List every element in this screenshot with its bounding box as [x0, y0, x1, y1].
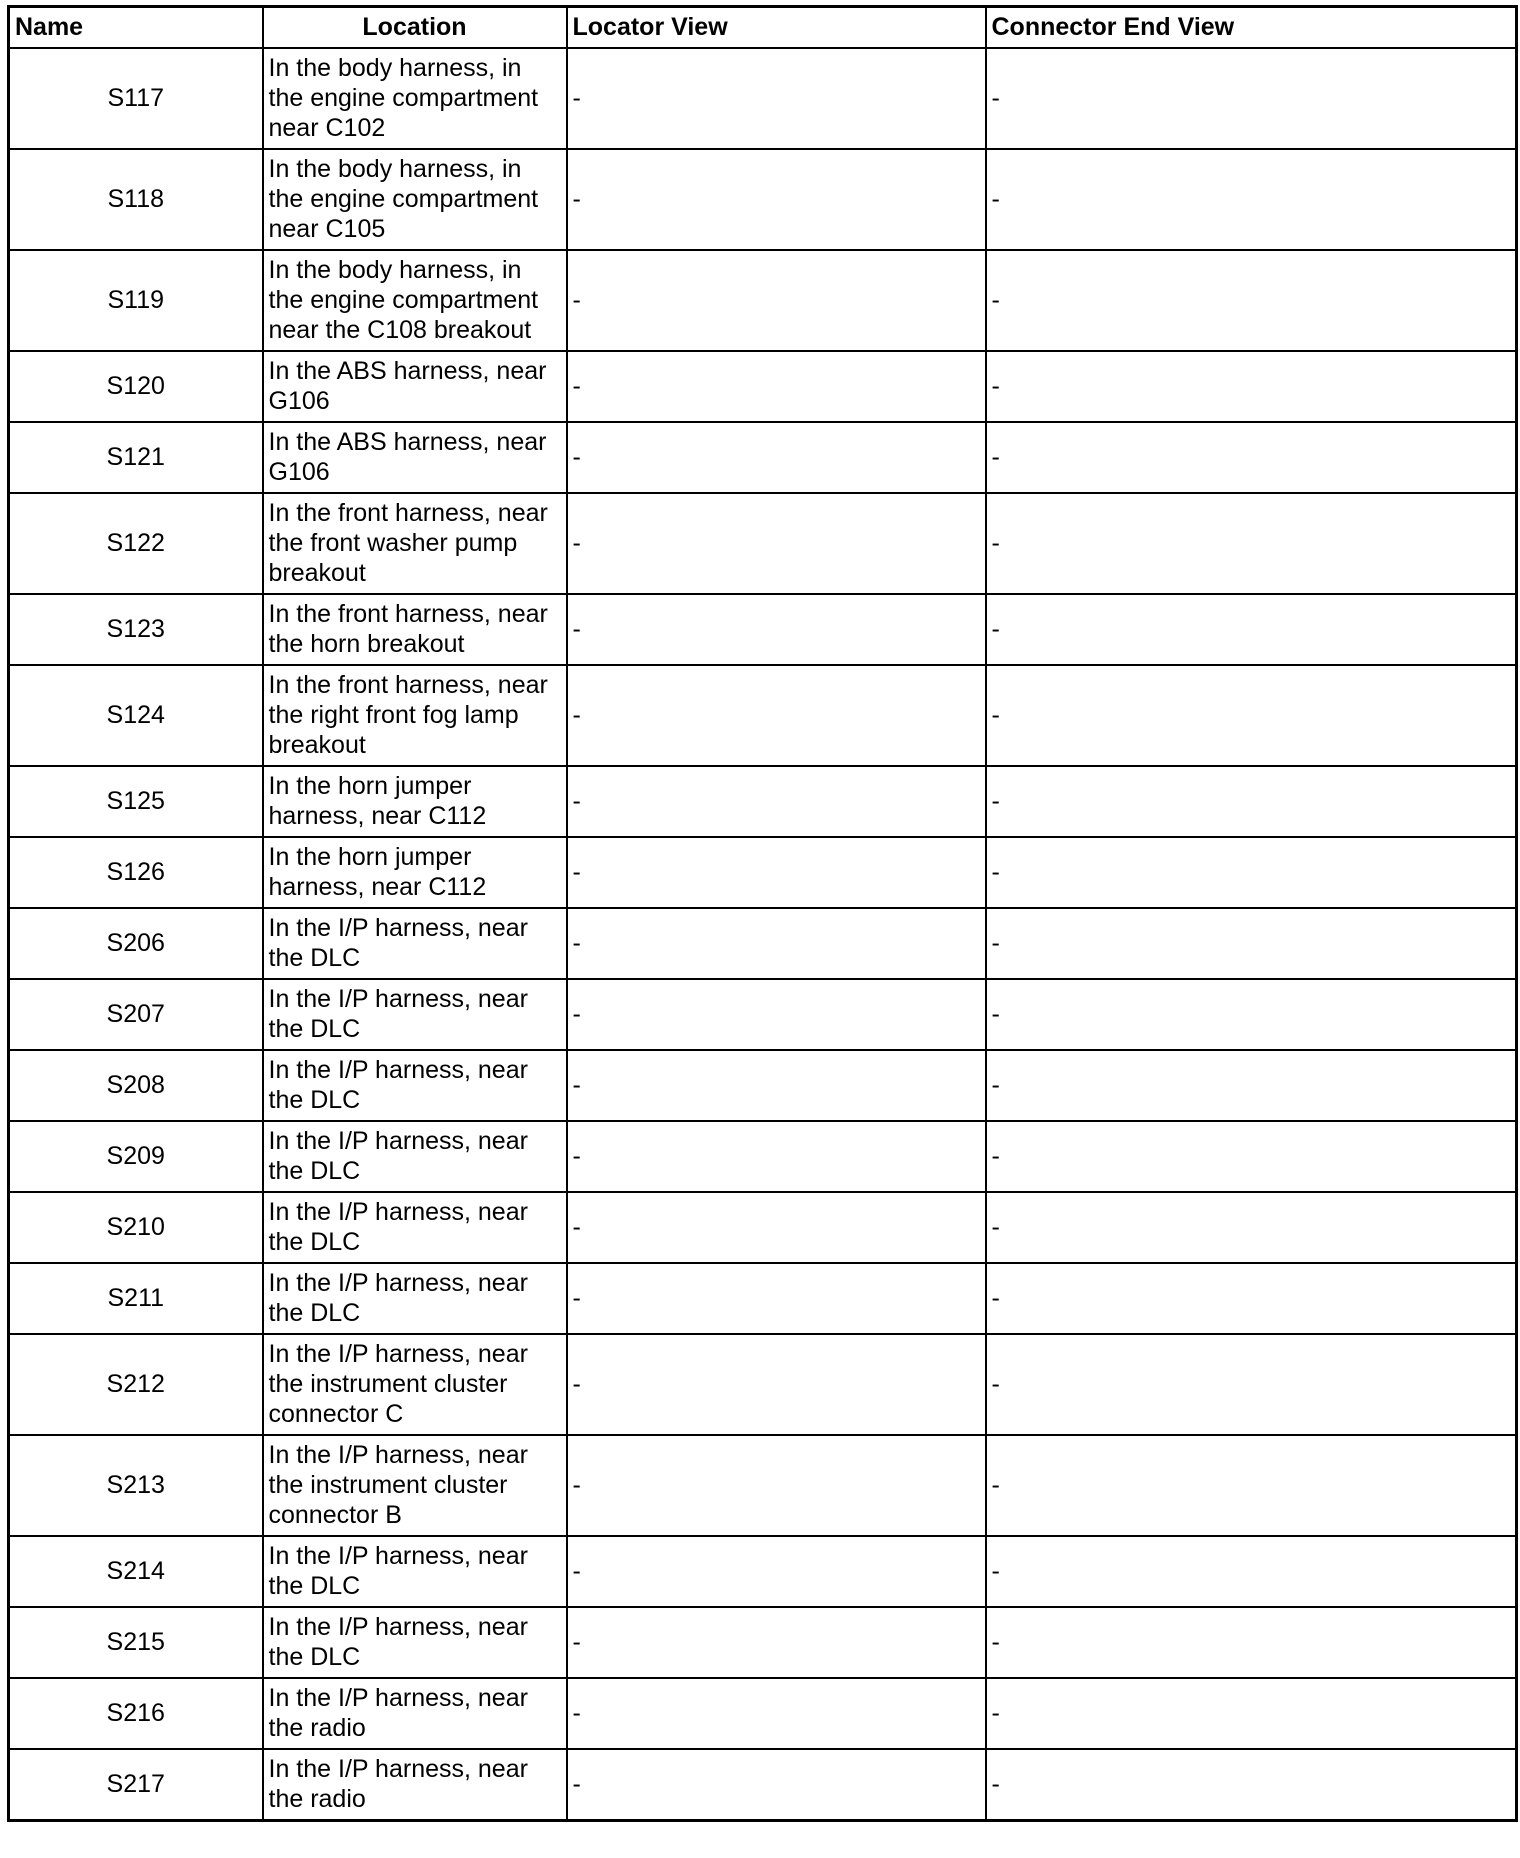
locator-view-cell: -: [567, 493, 986, 594]
location-line: In the I/P harness, near: [268, 1542, 528, 1570]
location-line: In the body harness, in: [268, 54, 522, 82]
location-line: G106: [268, 387, 330, 415]
connector-end-view-cell: -: [986, 1192, 1517, 1263]
splice-name-cell: S121: [9, 422, 263, 493]
table-row: [9, 1435, 1517, 1536]
splice-name-cell: S211: [9, 1263, 263, 1334]
table-header-row: [9, 7, 1517, 48]
table-row: [9, 1263, 1517, 1334]
splice-name-cell: S216: [9, 1678, 263, 1749]
header-connector-end-view: Connector End View: [986, 7, 1517, 48]
location-cell: [263, 1263, 567, 1334]
location-line: In the I/P harness, near: [268, 1056, 528, 1084]
table-row: [9, 979, 1517, 1050]
locator-view-cell: -: [567, 48, 986, 149]
location-line: the DLC: [268, 1572, 361, 1600]
location-line: the right front fog lamp: [268, 701, 519, 729]
locator-view-cell: -: [567, 665, 986, 766]
location-line: the engine compartment: [268, 185, 539, 213]
header-location: Location: [263, 7, 567, 48]
location-line: In the I/P harness, near: [268, 1441, 528, 1469]
location-cell: [263, 908, 567, 979]
connector-end-view-cell: -: [986, 594, 1517, 665]
splice-name-cell: S122: [9, 493, 263, 594]
location-line: In the front harness, near: [268, 600, 548, 628]
splice-name-cell: S210: [9, 1192, 263, 1263]
location-cell: [263, 149, 567, 250]
location-cell: [263, 594, 567, 665]
table-row: [9, 1607, 1517, 1678]
table-row: [9, 665, 1517, 766]
location-line: the instrument cluster: [268, 1370, 508, 1398]
splice-name-cell: S217: [9, 1749, 263, 1821]
location-cell: [263, 1678, 567, 1749]
splice-name-cell: S123: [9, 594, 263, 665]
table-row: [9, 1192, 1517, 1263]
location-line: breakout: [268, 731, 366, 759]
location-line: the DLC: [268, 1157, 361, 1185]
location-line: harness, near C112: [268, 873, 487, 901]
location-line: In the I/P harness, near: [268, 1198, 528, 1226]
connector-end-view-cell: -: [986, 837, 1517, 908]
splice-name-cell: S117: [9, 48, 263, 149]
connector-end-view-cell: -: [986, 1263, 1517, 1334]
splice-name-cell: S120: [9, 351, 263, 422]
connector-end-view-cell: -: [986, 351, 1517, 422]
location-line: In the I/P harness, near: [268, 1340, 528, 1368]
location-line: In the I/P harness, near: [268, 914, 528, 942]
connector-end-view-cell: -: [986, 1536, 1517, 1607]
splice-name-cell: S207: [9, 979, 263, 1050]
locator-view-cell: -: [567, 766, 986, 837]
splice-name-cell: S126: [9, 837, 263, 908]
connector-end-view-cell: -: [986, 493, 1517, 594]
location-cell: [263, 1121, 567, 1192]
location-line: In the I/P harness, near: [268, 1613, 528, 1641]
splice-name-cell: S213: [9, 1435, 263, 1536]
location-cell: [263, 1607, 567, 1678]
connector-end-view-cell: -: [986, 48, 1517, 149]
document-page: [7, 5, 1515, 1822]
connector-end-view-cell: -: [986, 979, 1517, 1050]
location-line: near C102: [268, 114, 386, 142]
locator-view-cell: -: [567, 1050, 986, 1121]
splice-location-table: [7, 5, 1518, 1822]
location-line: breakout: [268, 559, 366, 587]
location-cell: [263, 1536, 567, 1607]
connector-end-view-cell: -: [986, 1121, 1517, 1192]
splice-name-cell: S214: [9, 1536, 263, 1607]
table-body: [9, 48, 1517, 1821]
location-cell: [263, 48, 567, 149]
location-line: In the ABS harness, near: [268, 357, 547, 385]
table-row: [9, 1050, 1517, 1121]
locator-view-cell: -: [567, 594, 986, 665]
table-row: [9, 766, 1517, 837]
splice-name-cell: S209: [9, 1121, 263, 1192]
locator-view-cell: -: [567, 1435, 986, 1536]
location-line: the DLC: [268, 944, 361, 972]
table-row: [9, 837, 1517, 908]
header-locator-view: Locator View: [567, 7, 986, 48]
table-row: [9, 250, 1517, 351]
location-line: In the horn jumper: [268, 843, 472, 871]
table-row: [9, 1121, 1517, 1192]
location-line: In the I/P harness, near: [268, 1755, 528, 1783]
location-line: In the I/P harness, near: [268, 985, 528, 1013]
location-line: the DLC: [268, 1228, 361, 1256]
location-cell: [263, 1334, 567, 1435]
locator-view-cell: -: [567, 1192, 986, 1263]
location-line: harness, near C112: [268, 802, 487, 830]
location-line: In the I/P harness, near: [268, 1269, 528, 1297]
location-line: In the front harness, near: [268, 499, 548, 527]
location-cell: [263, 979, 567, 1050]
connector-end-view-cell: -: [986, 1607, 1517, 1678]
table-row: [9, 422, 1517, 493]
location-line: the radio: [268, 1714, 366, 1742]
location-cell: [263, 1435, 567, 1536]
connector-end-view-cell: -: [986, 1749, 1517, 1821]
location-cell: [263, 837, 567, 908]
connector-end-view-cell: -: [986, 766, 1517, 837]
location-cell: [263, 1749, 567, 1821]
location-line: In the front harness, near: [268, 671, 548, 699]
locator-view-cell: -: [567, 1536, 986, 1607]
locator-view-cell: -: [567, 908, 986, 979]
location-line: the engine compartment: [268, 84, 539, 112]
location-line: In the I/P harness, near: [268, 1684, 528, 1712]
locator-view-cell: -: [567, 1607, 986, 1678]
table-row: [9, 1678, 1517, 1749]
connector-end-view-cell: -: [986, 908, 1517, 979]
location-line: connector B: [268, 1501, 402, 1529]
location-cell: [263, 766, 567, 837]
table-row: [9, 351, 1517, 422]
table-row: [9, 908, 1517, 979]
table-row: [9, 594, 1517, 665]
locator-view-cell: -: [567, 351, 986, 422]
connector-end-view-cell: -: [986, 1678, 1517, 1749]
locator-view-cell: -: [567, 1121, 986, 1192]
connector-end-view-cell: -: [986, 1050, 1517, 1121]
location-cell: [263, 493, 567, 594]
location-line: In the body harness, in: [268, 155, 522, 183]
connector-end-view-cell: -: [986, 250, 1517, 351]
splice-name-cell: S215: [9, 1607, 263, 1678]
splice-name-cell: S125: [9, 766, 263, 837]
location-line: the DLC: [268, 1643, 361, 1671]
connector-end-view-cell: -: [986, 1435, 1517, 1536]
location-line: the DLC: [268, 1086, 361, 1114]
location-line: In the ABS harness, near: [268, 428, 547, 456]
location-cell: [263, 1192, 567, 1263]
locator-view-cell: -: [567, 1334, 986, 1435]
connector-end-view-cell: -: [986, 149, 1517, 250]
location-line: In the I/P harness, near: [268, 1127, 528, 1155]
table-row: [9, 1749, 1517, 1821]
locator-view-cell: -: [567, 837, 986, 908]
table-row: [9, 1536, 1517, 1607]
locator-view-cell: -: [567, 250, 986, 351]
location-line: In the body harness, in: [268, 256, 522, 284]
location-line: the horn breakout: [268, 630, 465, 658]
header-name: Name: [9, 7, 263, 48]
location-cell: [263, 665, 567, 766]
connector-end-view-cell: -: [986, 1334, 1517, 1435]
locator-view-cell: -: [567, 1263, 986, 1334]
locator-view-cell: -: [567, 979, 986, 1050]
splice-name-cell: S124: [9, 665, 263, 766]
location-line: near the C108 breakout: [268, 316, 532, 344]
splice-name-cell: S118: [9, 149, 263, 250]
location-line: G106: [268, 458, 330, 486]
splice-name-cell: S119: [9, 250, 263, 351]
locator-view-cell: -: [567, 1749, 986, 1821]
location-cell: [263, 1050, 567, 1121]
locator-view-cell: -: [567, 422, 986, 493]
location-cell: [263, 422, 567, 493]
table-row: [9, 149, 1517, 250]
connector-end-view-cell: -: [986, 665, 1517, 766]
splice-name-cell: S208: [9, 1050, 263, 1121]
location-line: In the horn jumper: [268, 772, 472, 800]
location-line: the DLC: [268, 1015, 361, 1043]
locator-view-cell: -: [567, 1678, 986, 1749]
splice-name-cell: S212: [9, 1334, 263, 1435]
location-line: the DLC: [268, 1299, 361, 1327]
locator-view-cell: -: [567, 149, 986, 250]
table-row: [9, 1334, 1517, 1435]
table-row: [9, 48, 1517, 149]
location-line: connector C: [268, 1400, 404, 1428]
location-line: the front washer pump: [268, 529, 518, 557]
location-line: the engine compartment: [268, 286, 539, 314]
location-cell: [263, 351, 567, 422]
table-row: [9, 493, 1517, 594]
location-cell: [263, 250, 567, 351]
splice-name-cell: S206: [9, 908, 263, 979]
location-line: the instrument cluster: [268, 1471, 508, 1499]
location-line: near C105: [268, 215, 386, 243]
connector-end-view-cell: -: [986, 422, 1517, 493]
location-line: the radio: [268, 1785, 366, 1813]
